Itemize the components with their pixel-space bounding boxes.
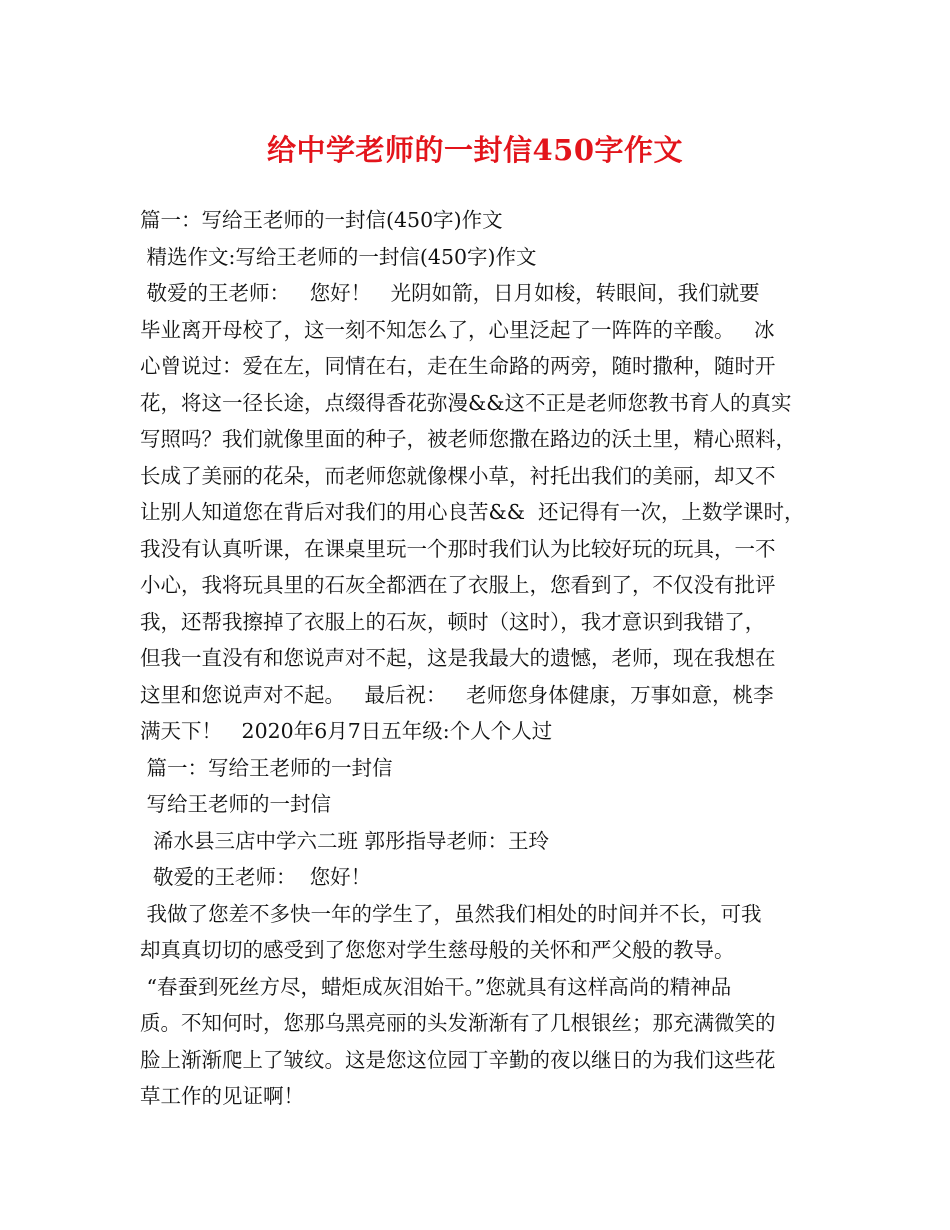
body-line: 长成了美丽的花朵，而老师您就像棵小草，衬托出我们的美丽，却又不 bbox=[140, 463, 776, 488]
body-line: 让别人知道您在背后对我们的用心良苦&& 还记得有一次，上数学课时， bbox=[140, 500, 805, 524]
body-line: 小心，我将玩具里的石灰全都洒在了衣服上，您看到了，不仅没有批评 bbox=[140, 573, 776, 597]
body-line: 脸上渐渐爬上了皱纹。这是您这位园丁辛勤的夜以继日的为我们这些花 bbox=[140, 1047, 776, 1072]
body-line: 写照吗？我们就像里面的种子，被老师您撒在路边的沃土里，精心照料， bbox=[140, 427, 796, 451]
body-line: 质。不知何时，您那乌黑亮丽的头发渐渐有了几根银丝；那充满微笑的 bbox=[140, 1011, 776, 1035]
body-line: 我，还帮我擦掉了衣服上的石灰，顿时（这时），我才意识到我错了， bbox=[140, 609, 766, 634]
body-line: 我没有认真听课，在课桌里玩一个那时我们认为比较好玩的玩具，一不 bbox=[140, 536, 776, 561]
body-line: 心曾说过：爱在左，同情在右，走在生命路的两旁，随时撒种，随时开 bbox=[140, 354, 776, 378]
body-line: 毕业离开母校了，这一刻不知怎么了，心里泛起了一阵阵的辛酸。 冰 bbox=[140, 317, 775, 342]
body-line: 精选作文:写给王老师的一封信(450字)作文 bbox=[140, 244, 537, 269]
body-line: 写给王老师的一封信 bbox=[140, 792, 332, 816]
body-line: 这里和您说声对不起。 最后祝： 老师您身体健康，万事如意，桃李 bbox=[140, 682, 774, 707]
body-line: 草工作的见证啊！ bbox=[140, 1084, 304, 1108]
document-title: 给中学老师的一封信450字作文 bbox=[266, 133, 684, 167]
body-line: 敬爱的王老师： 您好！ bbox=[140, 865, 372, 889]
body-line: 但我一直没有和您说声对不起，这是我最大的遗憾，老师，现在我想在 bbox=[140, 646, 776, 670]
body-line: “春蚕到死丝方尽，蜡炬成灰泪始干。”您就具有这样高尚的精神品 bbox=[140, 974, 732, 999]
body-line: 花，将这一径长途，点缀得香花弥漫&&这不正是老师您教书育人的真实 bbox=[140, 390, 792, 415]
body-line: 敬爱的王老师： 您好！ 光阴如箭，日月如梭，转眼间，我们就要 bbox=[140, 281, 760, 305]
body-line: 却真真切切的感受到了您您对学生慈母般的关怀和严父般的教导。 bbox=[140, 938, 735, 962]
body-line: 我做了您差不多快一年的学生了，虽然我们相处的时间并不长，可我 bbox=[140, 901, 762, 926]
body-line: 浠水县三店中学六二班 郭彤指导老师：王玲 bbox=[140, 828, 550, 853]
document-body bbox=[140, 202, 812, 1115]
body-line: 满天下！ 2020年6月7日五年级:个人个人过 bbox=[140, 719, 553, 743]
body-line: 篇一：写给王老师的一封信 bbox=[140, 755, 393, 780]
body-line: 篇一：写给王老师的一封信(450字)作文 bbox=[140, 208, 503, 232]
